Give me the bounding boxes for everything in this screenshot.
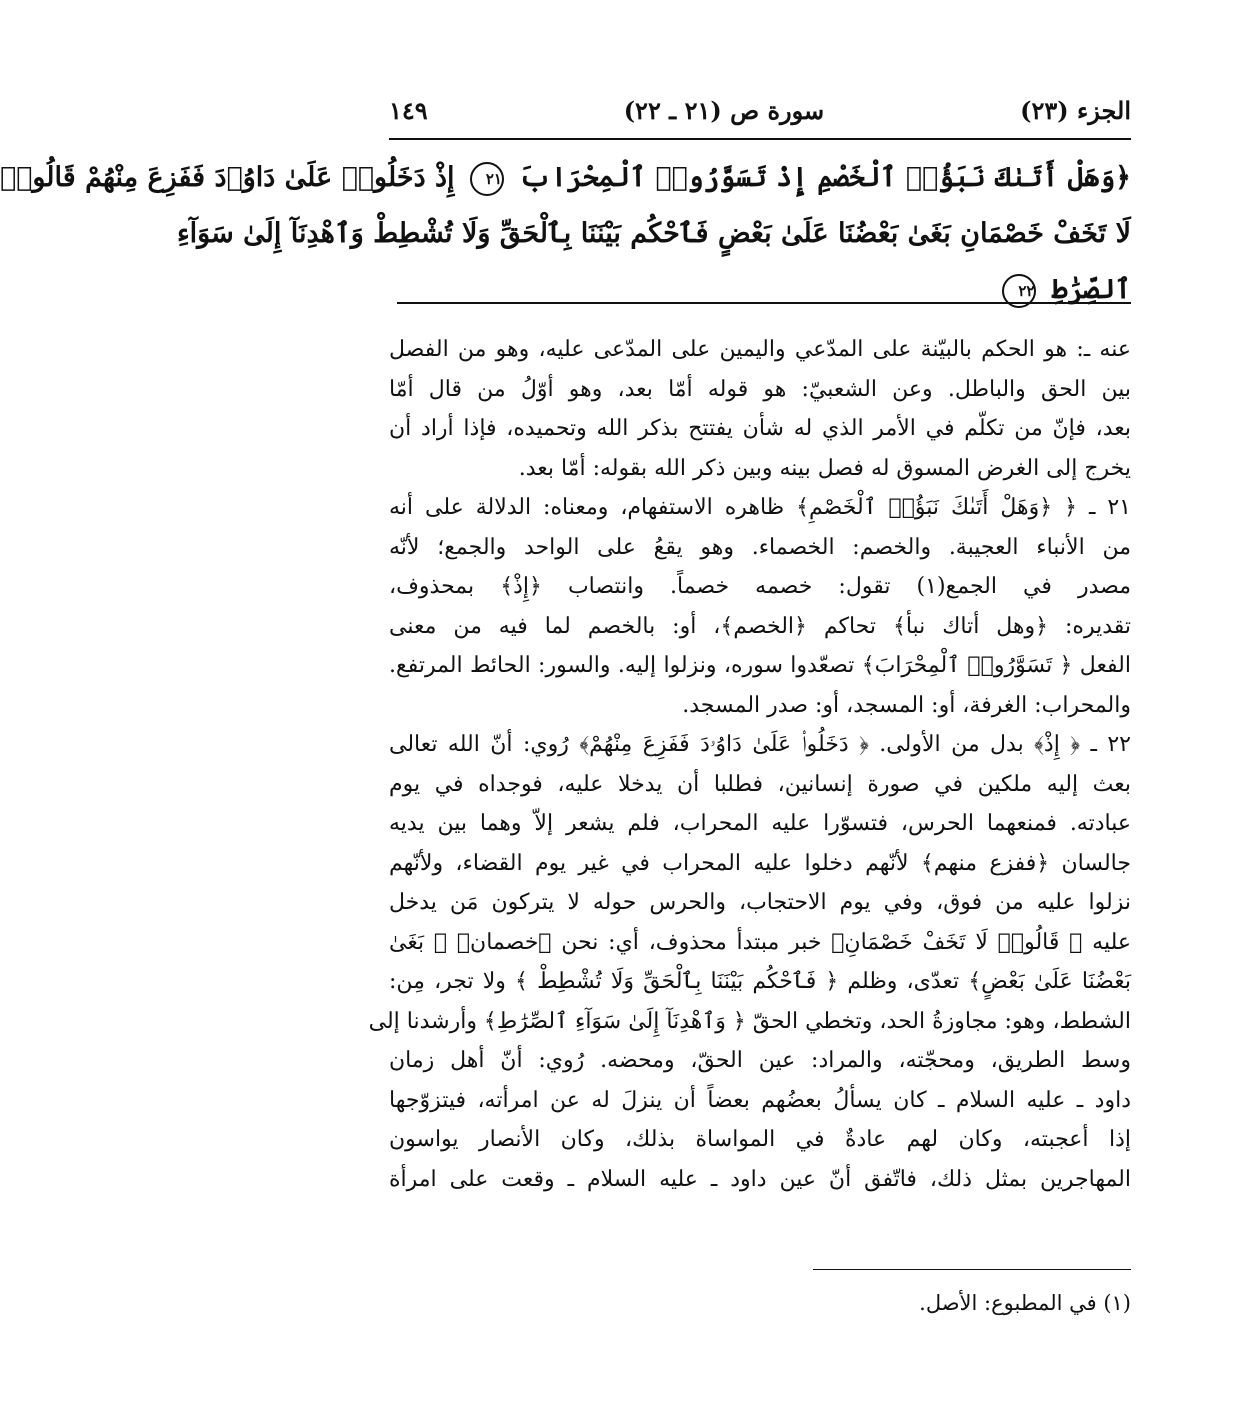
text-line: داود ـ عليه السلام ـ كان يسألُ بعضُهم بعضاً أن ينزلَ له عن امرأته، فيتزوّجها xyxy=(389,1087,1131,1113)
quran-line-1: ﴿وَهَلْ أَتَىٰكَ نَبَؤُا۟ ٱلْخَصْمِ إِذْ تَسَوَّرُوا۟ ٱلْمِحْرَابَ ٢١ إِذْ دَخَلُوا۟ عَلَىٰ دَاوُۥدَ فَفَزِعَ مِنْهُمْ قَالُوا۟ xyxy=(389,150,1131,206)
text-line: بعد، فإنّ من تكلّم في الأمر الذي له شأن يفتتح بذكر الله وتحميده، فإذا أراد أن xyxy=(389,416,1131,441)
text-line: مصدر في الجمع(١) تقول: خصمه خصماً. وانتصاب ﴿إِذْ﴾ بمحذوف، xyxy=(389,574,1131,599)
text-line: جالسان ﴿ففزع منهم﴾ لأنّهم دخلوا عليه المحراب في غير يوم القضاء، ولأنّهم xyxy=(389,850,1131,876)
page-header xyxy=(389,88,1131,132)
verse-number-21: ٢١ xyxy=(470,162,504,196)
quran-text xyxy=(0,150,1131,318)
text-line: بين الحق والباطل. وعن الشعبيّ: هو قوله أمّا بعد، وهو أوّلُ من قال أمّا xyxy=(389,376,1131,402)
page-number: ١٤٩ xyxy=(389,95,428,125)
text-line: ٢١ ـ ﴿ ﴿وَهَلْ أَتَىٰكَ نَبَؤُا۟ ٱلْخَصْمِ﴾ ظاهره الاستفهام، ومعناه: الدلالة على أنه xyxy=(389,495,1131,520)
text-line: الشطط، وهو: مجاوزةُ الحد، وتخطي الحقّ ﴿ وَٱهْدِنَآ إِلَىٰ سَوَآءِ ٱلصِّرَٰطِ﴾ وأرشدنا إلى xyxy=(368,1008,1131,1034)
text-line: المهاجرين بمثل ذلك، فاتّفق أنّ عين داود ـ عليه السلام ـ وقعت على امرأة xyxy=(389,1166,1131,1192)
text-line: تقديره: ﴿وهل أتاك نبأ﴾ تحاكم ﴿الخصم﴾، أو: بالخصم لما فيه من معنى xyxy=(389,613,1131,639)
text-line: عليه ﴿ قَالُوا۟ لَا تَخَفْ خَصْمَانِ﴾ خبر مبتدأ محذوف، أي: نحن ﴿خصمان﴾ ﴿ بَغَىٰ xyxy=(389,929,1131,955)
text-line: بَعْضُنَا عَلَىٰ بَعْضٍ﴾ تعدّى، وظلم ﴿ فَٱحْكُم بَيْنَنَا بِٱلْحَقِّ وَلَا تُشْطِطْ ﴾ ولا تجر، مِن: xyxy=(389,969,1131,994)
footnote-divider xyxy=(813,1269,1131,1270)
surah-title: سورة ص (٢١ ـ ٢٢) xyxy=(623,95,825,125)
text-line: ٢٢ ـ ﴿ إِذْ﴾ بدل من الأولى. ﴿ دَخَلُوا۟ عَلَىٰ دَاوُۥدَ فَفَزِعَ مِنْهُمْ﴾ رُوي: أنّ الله تعالى xyxy=(389,732,1131,757)
juz-label: الجزء (٢٣) xyxy=(1020,95,1131,125)
text-line: نزلوا عليه من فوق، وفي يوم الاحتجاب، والحرس حوله لا يتركون مَن يدخل xyxy=(389,890,1131,915)
commentary-text xyxy=(368,330,1131,1199)
text-line: الفعل ﴿ تَسَوَّرُوا۟ ٱلْمِحْرَابَ﴾ تصعّدوا سوره، ونزلوا إليه. والسور: الحائط المرتفع. xyxy=(389,653,1131,678)
text-line: وسط الطريق، ومحجّته، والمراد: عين الحقّ، ومحضه. رُوي: أنّ أهل زمان xyxy=(389,1048,1131,1073)
text-line: إذا أعجبته، وكان لهم عادةٌ في المواساة بذلك، وكان الأنصار يواسون xyxy=(389,1127,1131,1152)
quran-line-2: لَا تَخَفْ خَصْمَانِ بَغَىٰ بَعْضُنَا عَلَىٰ بَعْضٍ فَٱحْكُم بَيْنَنَا بِٱلْحَقِّ وَلَا تُشْطِطْ وَٱهْدِنَآ إِلَىٰ سَوَآءِ xyxy=(176,218,1131,249)
text-line: من الأنباء العجيبة. والخصم: الخصماء. وهو يقعُ على الواحد والجمع؛ لأنّه xyxy=(389,534,1131,560)
quran-line-3: ٱلصِّرَٰطِ ٢٢ xyxy=(389,262,1131,318)
header-divider xyxy=(389,138,1131,140)
text-line: بعث إليه ملكين في صورة إنسانين، فطلبا أن يدخلا عليه، فوجداه في يوم xyxy=(389,771,1131,797)
text-line: عبادته. فمنعهما الحرس، فتسوّرا عليه المحراب، فلم يشعر إلاّ وهما بين يديه xyxy=(389,811,1131,836)
verse-number-22: ٢٢ xyxy=(1002,274,1036,308)
text-line: عنه ـ: هو الحكم بالبيّنة على المدّعي واليمين على المدّعى عليه، وهو من الفصل xyxy=(389,337,1131,362)
quran-divider xyxy=(397,302,1131,304)
footnote: (١) في المطبوع: الأصل. xyxy=(919,1291,1131,1315)
text-line: يخرج إلى الغرض المسوق له فصل بينه وبين ذكر الله بقوله: أمّا بعد. xyxy=(518,455,1131,481)
text-line: والمحراب: الغرفة، أو: المسجد، أو: صدر المسجد. xyxy=(682,692,1131,718)
